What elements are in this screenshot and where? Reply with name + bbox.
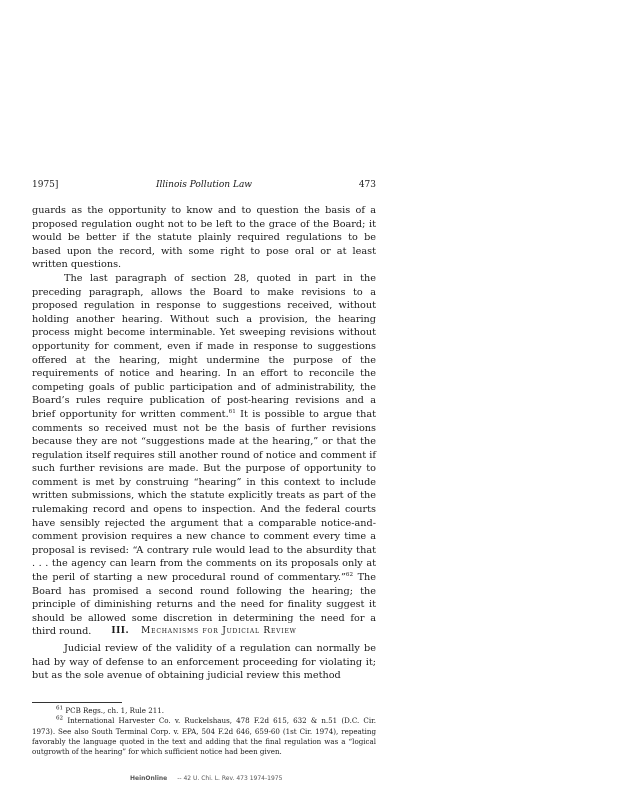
page-footer [130, 774, 350, 784]
paragraph-section-28-part-a: The last paragraph of section 28, quoted in part in the preceding paragraph, allows the Board to make revisions to a proposed regulation in response to suggestions received, without holding another hearing. Without such a provision, the hearing process might become interminable. Yet sweeping revisions without opportunity for comment, even if made in response to suggestions offered at the hearing, might undermine the purpose of the requirements of notice and hearing. In an effort to reconcile the competing goals of public participation and of administrability, the Board’s rules require publication of post-hearing revisions and a brief opportunity for written comment. [32, 272, 376, 420]
running-head-year: 1975] [32, 180, 59, 190]
footnote [32, 706, 376, 716]
main-text-continued [32, 642, 376, 683]
footnote-divider [32, 702, 122, 703]
footnote-number: 62 [56, 715, 64, 722]
section-heading [32, 624, 376, 638]
section-title: Mechanisms for Judicial Review [141, 626, 297, 636]
footnotes [32, 706, 376, 757]
paragraph-section-28 [32, 272, 376, 639]
footnote-number: 61 [56, 705, 64, 712]
running-head-title: Illinois Pollution Law [155, 180, 253, 190]
footnote-text: PCB Regs., ch. 1, Rule 211. [65, 706, 165, 715]
paragraph-section-28-part-b: It is possible to argue that comments so received must not be the basis of further revisions because they are not “suggestions made at the hearing,” or that the regulation itself requires still another round of notice and comment if such further revisions are made. But the purpose of opportunity to comment is met by construing “hearing” in this context to include written submissions, which the statute explicitly treats as part of the rulemaking record and opens to inspection. And the federal courts have sensibly rejected the argument that a comparable notice-and-comment provision requires a new chance to comment every time a proposal is revised: “A contrary rule would lead to the absurdity that . . . the agency can learn from the comments on its proposals only at the peril of starting a new procedural round of commentary.” [32, 408, 376, 584]
footnote-text: International Harvester Co. v. Ruckelshaus, 478 F.2d 615, 632 & n.51 (D.C. Cir. 1973). See also South Terminal Corp. v. EPA, 504 F.2d 646, 659-60 (1st Cir. 1974), repeating favorably the language quoted in the text and adding that the final regulation was a “logical outgrowth of the hearing” for which sufficient notice had been given. [32, 716, 376, 757]
footer-citation: -- 42 U. Chi. L. Rev. 473 1974-1975 [177, 775, 283, 782]
paragraph-continued: guards as the opportunity to know and to question the basis of a proposed regulation ought not to be left to the grace of the Board; it would be better if the statute plainly required regulations to be based upon the record, with some right to pose oral or at least written questions. [32, 205, 376, 271]
paragraph-judicial-review: Judicial review of the validity of a regulation can normally be had by way of defense to an enforcement proceeding for violating it; but as the sole avenue of obtaining judicial review this method [32, 643, 376, 682]
section-numeral: III. [111, 626, 130, 636]
footnote-ref-61[interactable]: 61 [228, 408, 236, 415]
footnote [32, 716, 376, 757]
main-text [32, 204, 376, 639]
paragraph-section-28-part-c: The Board has promised a second round following the hearing; the principle of diminishing returns and the need for finality suggest it should be allowed some discretion in determining the need for a third round. [32, 572, 377, 638]
footnote-ref-62[interactable]: 62 [345, 571, 354, 578]
page-number: 473 [358, 180, 376, 190]
footer-brand: HeinOnline [130, 775, 168, 782]
running-head [32, 178, 376, 192]
